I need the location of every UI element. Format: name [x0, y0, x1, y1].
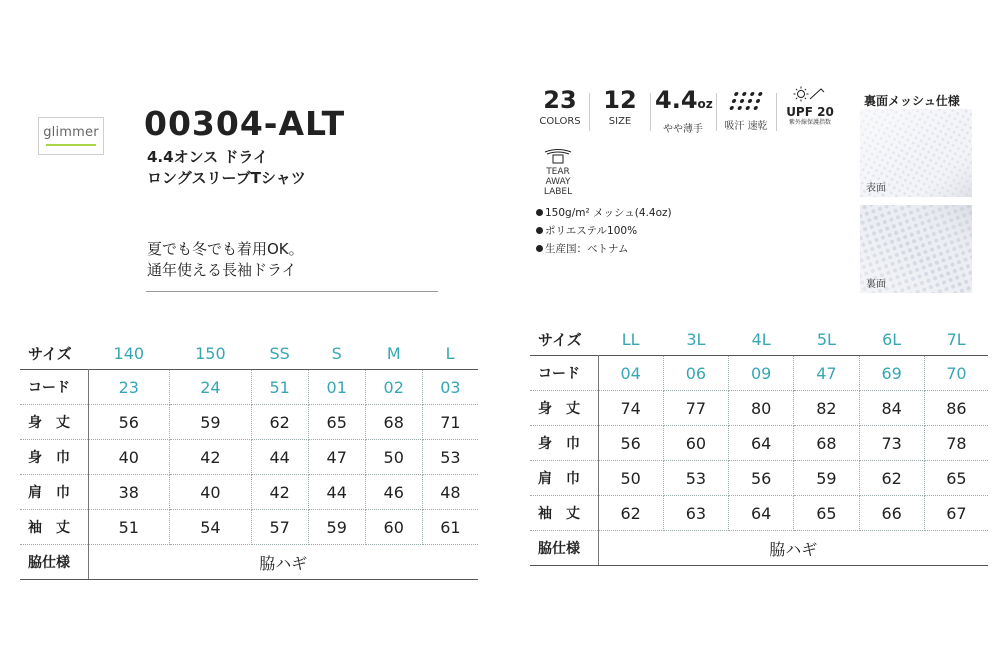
table-cell: 54: [170, 510, 252, 545]
size-count: 12: [603, 86, 637, 114]
table-cell: 48: [422, 475, 478, 510]
table-row: [530, 356, 988, 391]
table-cell: 71: [422, 405, 478, 440]
table-cell: 67: [924, 496, 988, 531]
mesh-front-caption: 表面: [866, 183, 886, 194]
size-header: SS: [251, 337, 308, 370]
table-cell: 73: [859, 426, 924, 461]
size-header: 6L: [859, 323, 924, 356]
table-cell: 60: [365, 510, 422, 545]
table-cell: 44: [251, 440, 308, 475]
colors-label: COLORS: [539, 116, 581, 127]
table-cell: 62: [251, 405, 308, 440]
code-cell: 03: [422, 370, 478, 405]
table-cell: 65: [794, 496, 859, 531]
header-label: サイズ: [20, 337, 88, 370]
spec-size: [595, 86, 645, 127]
table-cell: 42: [251, 475, 308, 510]
row-label: 身 丈: [20, 405, 88, 440]
mesh-title: 裏面メッシュ仕様: [864, 94, 960, 108]
code-cell: 06: [663, 356, 728, 391]
table-row-side-spec: [530, 531, 988, 566]
function-label: 吸汗 速乾: [724, 121, 768, 132]
table-cell: 74: [598, 391, 663, 426]
brand-logo-text: glimmer: [43, 125, 99, 140]
size-header: 150: [170, 337, 252, 370]
weight-unit: oz: [697, 97, 713, 111]
code-cell: 47: [794, 356, 859, 391]
spec-colors: [534, 86, 586, 127]
table-row: [530, 496, 988, 531]
row-label: 袖 丈: [20, 510, 88, 545]
code-cell: 09: [729, 356, 794, 391]
table-cell: 62: [598, 496, 663, 531]
size-header: S: [308, 337, 365, 370]
size-label: SIZE: [608, 116, 632, 127]
table-row-side-spec: [20, 545, 478, 580]
size-table-right: [530, 323, 988, 566]
spec-upf: [780, 86, 840, 127]
title-divider: [146, 291, 438, 292]
header-label: サイズ: [530, 323, 598, 356]
table-cell: 65: [924, 461, 988, 496]
bullet-fabric-text: 150g/m² メッシュ(4.4oz): [545, 207, 672, 219]
row-label: コード: [530, 356, 598, 391]
table-cell: 59: [794, 461, 859, 496]
row-label: 袖 丈: [530, 496, 598, 531]
size-header: M: [365, 337, 422, 370]
table-cell: 46: [365, 475, 422, 510]
table-cell: 57: [251, 510, 308, 545]
product-name-line2: ロングスリーブTシャツ: [147, 169, 306, 187]
mesh-front-photo: [860, 109, 972, 197]
table-cell: 59: [308, 510, 365, 545]
row-label: 肩 巾: [20, 475, 88, 510]
bullet-origin: [536, 241, 628, 256]
table-cell: 51: [88, 510, 170, 545]
spec-separator: [589, 93, 590, 131]
bullet-origin-text: 生産国：ベトナム: [545, 243, 629, 255]
table-row: [20, 510, 478, 545]
table-row: [530, 461, 988, 496]
table-cell: 61: [422, 510, 478, 545]
size-header: 5L: [794, 323, 859, 356]
table-header-row: [530, 323, 988, 356]
table-cell: 65: [308, 405, 365, 440]
table-row: [20, 370, 478, 405]
table-cell: 42: [170, 440, 252, 475]
side-spec-value: 脇ハギ: [88, 545, 478, 580]
table-cell: 40: [88, 440, 170, 475]
table-cell: 59: [170, 405, 252, 440]
bullet-material-text: ポリエステル100%: [545, 225, 638, 237]
brand-logo: [38, 117, 104, 155]
table-cell: 86: [924, 391, 988, 426]
code-cell: 04: [598, 356, 663, 391]
size-header: LL: [598, 323, 663, 356]
row-label: コード: [20, 370, 88, 405]
table-cell: 56: [88, 405, 170, 440]
table-cell: 78: [924, 426, 988, 461]
table-cell: 47: [308, 440, 365, 475]
code-cell: 69: [859, 356, 924, 391]
table-cell: 68: [365, 405, 422, 440]
weight-value: 4.4: [655, 86, 698, 114]
tagline-line1: 夏でも冬でも着用OK。: [147, 240, 304, 258]
code-cell: 02: [365, 370, 422, 405]
size-header: 140: [88, 337, 170, 370]
spec-function: [721, 86, 771, 132]
table-cell: 64: [729, 496, 794, 531]
size-header: 3L: [663, 323, 728, 356]
side-spec-value: 脇ハギ: [598, 531, 988, 566]
spec-separator: [716, 93, 717, 131]
table-cell: 56: [729, 461, 794, 496]
tear-label-line2: LABEL: [543, 187, 573, 197]
size-table-left: [20, 337, 478, 580]
row-label: 身 巾: [530, 426, 598, 461]
table-cell: 63: [663, 496, 728, 531]
tagline-line2: 通年使える長袖ドライ: [147, 261, 297, 279]
table-row: [530, 391, 988, 426]
spec-separator: [650, 93, 651, 131]
table-row: [20, 440, 478, 475]
tear-away-label-text: [534, 167, 582, 197]
code-cell: 01: [308, 370, 365, 405]
product-name-line1: 4.4オンス ドライ: [147, 148, 268, 166]
table-cell: 53: [422, 440, 478, 475]
code-cell: 24: [170, 370, 252, 405]
spec-weight: [655, 86, 711, 135]
table-row: [530, 426, 988, 461]
row-label: 身 丈: [530, 391, 598, 426]
table-cell: 80: [729, 391, 794, 426]
mesh-back-photo: [860, 205, 972, 293]
sweat-wicking-icon: [717, 90, 774, 112]
table-header-row: [20, 337, 478, 370]
row-label: 肩 巾: [530, 461, 598, 496]
upf-value: UPF 20: [786, 105, 834, 119]
table-cell: 66: [859, 496, 924, 531]
table-cell: 40: [170, 475, 252, 510]
table-cell: 56: [598, 426, 663, 461]
size-header: 4L: [729, 323, 794, 356]
table-row: [20, 475, 478, 510]
weight-label: やや薄手: [663, 124, 703, 135]
code-cell: 70: [924, 356, 988, 391]
table-cell: 38: [88, 475, 170, 510]
table-cell: 84: [859, 391, 924, 426]
table-cell: 50: [598, 461, 663, 496]
mesh-back-caption: 裏面: [866, 279, 886, 290]
table-row: [20, 405, 478, 440]
table-cell: 64: [729, 426, 794, 461]
sun-uv-icon: [793, 86, 827, 102]
table-cell: 82: [794, 391, 859, 426]
table-cell: 53: [663, 461, 728, 496]
code-cell: 23: [88, 370, 170, 405]
row-label: 脇仕様: [20, 545, 88, 580]
table-cell: 68: [794, 426, 859, 461]
tear-label-line1: TEAR AWAY: [545, 167, 571, 187]
spec-separator: [776, 93, 777, 131]
table-cell: 77: [663, 391, 728, 426]
colors-count: 23: [543, 86, 577, 114]
row-label: 脇仕様: [530, 531, 598, 566]
table-cell: 62: [859, 461, 924, 496]
code-cell: 51: [251, 370, 308, 405]
table-cell: 44: [308, 475, 365, 510]
size-header: L: [422, 337, 478, 370]
table-cell: 50: [365, 440, 422, 475]
logo-underline: [46, 144, 96, 146]
row-label: 身 巾: [20, 440, 88, 475]
bullet-fabric: [536, 205, 672, 220]
bullet-material: [536, 223, 637, 238]
table-cell: 60: [663, 426, 728, 461]
upf-label: 紫外線保護指数: [788, 119, 831, 126]
product-code: 00304-ALT: [144, 104, 346, 143]
size-header: 7L: [924, 323, 988, 356]
